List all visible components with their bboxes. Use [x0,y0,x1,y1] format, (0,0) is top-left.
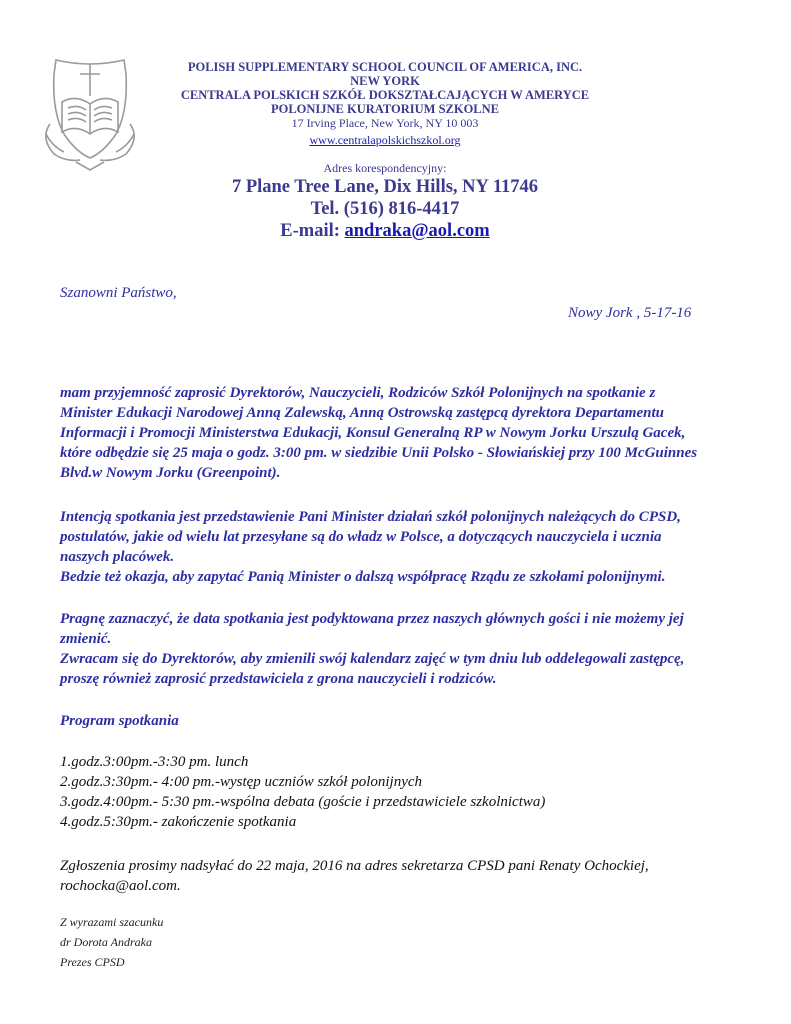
paragraph-line: Bedzie też okazja, aby zapytać Panią Minister o dalszą współpracę Rządu ze szkołami polonijnymi. [60,569,666,585]
purpose-paragraph [60,507,740,587]
invitation-paragraph [60,383,740,483]
org-name-polish-secondary: POLONIJNE KURATORIUM SZKOLNE [270,102,500,116]
salutation: Szanowni Państwo, [60,285,177,301]
correspondence-address: 7 Plane Tree Lane, Dix Hills, NY 11746 [231,177,539,197]
website-link[interactable]: www.centralapolskichszkol.org [309,133,461,147]
signer-title: Prezes CPSD [60,955,125,969]
org-address: 17 Irving Place, New York, NY 10 003 [291,116,479,130]
org-name-english: POLISH SUPPLEMENTARY SCHOOL COUNCIL OF AMERICA, INC. [187,60,583,74]
signer-name: dr Dorota Andraka [60,935,153,949]
notice-paragraph [60,609,740,689]
email-link[interactable]: andraka@aol.com [344,221,490,241]
program-list [60,752,740,832]
paragraph-line: Minister Edukacji Narodowej Anną Zalewską, Anną Ostrowską zastępcą dyrektora Departamentu [60,405,664,421]
org-name-polish: CENTRALA POLSKICH SZKÓŁ DOKSZTAŁCAJĄCYCH W AMERYCE [180,88,590,102]
registration-email[interactable]: rochocka@aol.com. [60,878,181,894]
paragraph-line: mam przyjemność zaprosić Dyrektorów, Nauczycieli, Rodziców Szkół Polonijnych na spotkanie z [60,385,656,401]
correspondence-label: Adres korespondencyjny: [323,161,447,175]
paragraph-line: które odbędzie się 25 maja o godz. 3:00 pm. w siedzibie Unii Polsko - Słowiańskiej przy 100 McGuinnes [60,445,698,461]
paragraph-line: zmienić. [60,631,112,647]
registration-text: Zgłoszenia prosimy nadsyłać do 22 maja, 2016 na adres sekretarza CPSD pani Renaty Ochockiej, [60,858,649,874]
paragraph-line: Zwracam się do Dyrektorów, aby zmienili swój kalendarz zajęć w tym dniu lub oddelegowali zastępcę, [60,651,685,667]
program-title: Program spotkania [60,713,179,729]
paragraph-line: postulatów, jakie od wielu lat przesyłane są do władz w Polsce, a dotyczących nauczyciela i ucznia [60,529,662,545]
program-item: 3.godz.4:00pm.- 5:30 pm.-wspólna debata (goście i przedstawiciele szkolnictwa) [60,794,546,810]
paragraph-line: naszych placówek. [60,549,175,565]
program-item: 4.godz.5:30pm.- zakończenie spotkania [60,814,297,830]
paragraph-line: Pragnę zaznaczyć, że data spotkania jest podyktowana przez naszych głównych gości i nie możemy jej [60,611,684,627]
telephone: Tel. (516) 816-4417 [310,199,460,219]
closing: Z wyrazami szacunku [60,915,164,929]
paragraph-line: Informacji i Promocji Ministerstwa Edukacji, Konsul Generalną RP w Nowym Jorku Urszulą Gacek, [60,425,686,441]
paragraph-line: Intencją spotkania jest przedstawienie Pani Minister działań szkół polonijnych należących do CPSD, [60,509,681,525]
paragraph-line: Blvd.w Nowym Jorku (Greenpoint). [60,465,281,481]
letterhead [150,60,620,242]
program-item: 2.godz.3:30pm.- 4:00 pm.-występ uczniów szkół polonijnych [60,774,423,790]
email-line [150,220,620,242]
program-item: 1.godz.3:00pm.-3:30 pm. lunch [60,754,249,770]
school-emblem-logo [36,54,144,172]
registration-note [60,856,740,896]
org-city: NEW YORK [350,74,420,88]
email-label: E-mail: [280,221,340,241]
signature-block [60,912,163,972]
paragraph-line: proszę również zaprosić przedstawiciela z grona nauczycieli i rodziców. [60,671,497,687]
letter-date: Nowy Jork , 5-17-16 [568,305,692,321]
